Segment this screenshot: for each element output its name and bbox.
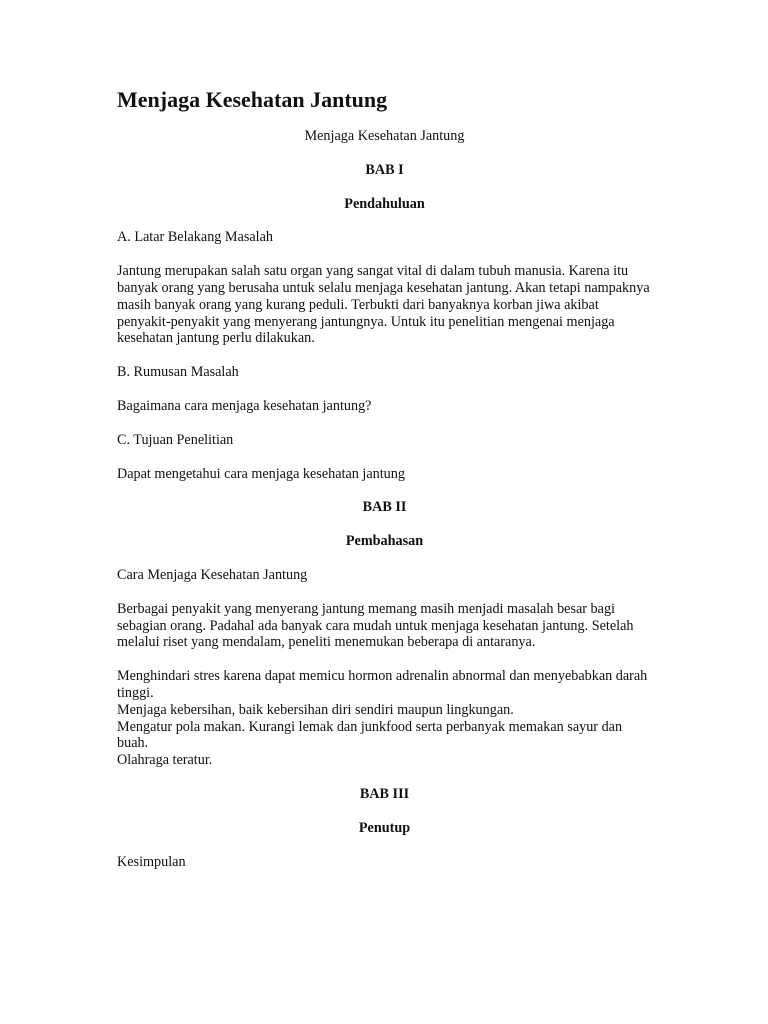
document-page [117,86,652,887]
list-item: Mengatur pola makan. Kurangi lemak dan junkfood serta perbanyak memakan sayur dan buah. [117,718,623,752]
section-c-title: C. Tujuan Penelitian [117,431,234,448]
bab2-subheading: Pembahasan [345,533,424,550]
section-c-text: Dapat mengetahui cara menjaga kesehatan jantung [117,465,405,482]
bab2-heading: BAB II [362,499,407,516]
bab1-subheading: Pendahuluan [344,195,425,212]
document-subtitle: Menjaga Kesehatan Jantung [304,128,465,144]
conclusion-title: Kesimpulan [117,853,186,870]
section-b-title: B. Rumusan Masalah [117,364,239,381]
section-b-text: Bagaimana cara menjaga kesehatan jantung? [117,397,372,414]
list-item: Menghindari stres karena dapat memicu hormon adrenalin abnormal dan menyebabkan darah tinggi. [117,668,648,701]
section-a-title: A. Latar Belakang Masalah [117,229,274,246]
bab2-intro-text: Berbagai penyakit yang menyerang jantung memang masih menjadi masalah besar bagi sebagian orang. Padahal ada banyak cara mudah untuk menjaga kesehatan jantung. Setelah melalui riset yang mendalam, peneliti menemukan beberapa di antaranya. [117,600,634,651]
section-a-text: Jantung merupakan salah satu organ yang sangat vital di dalam tubuh manusia. Karena itu banyak orang yang berusaha untuk selalu menjaga kesehatan jantung. Akan tetapi nampaknya masih banyak orang yang kurang peduli. Terbukti dari banyaknya korban jiwa akibat penyakit-penyakit yang menyerang jantungnya. Untuk itu penelitian mengenai menjaga kesehatan jantung perlu dilakukan. [117,263,650,347]
bab2-list [117,668,652,769]
document-title: Menjaga Kesehatan Jantung [117,87,388,112]
list-item: Menjaga kebersihan, baik kebersihan diri sendiri maupun lingkungan. [117,701,514,718]
list-item: Olahraga teratur. [117,752,213,769]
bab1-heading: BAB I [365,161,404,178]
bab3-subheading: Penutup [358,819,411,836]
bab3-heading: BAB III [359,785,410,802]
bab2-intro-title: Cara Menjaga Kesehatan Jantung [117,566,308,583]
